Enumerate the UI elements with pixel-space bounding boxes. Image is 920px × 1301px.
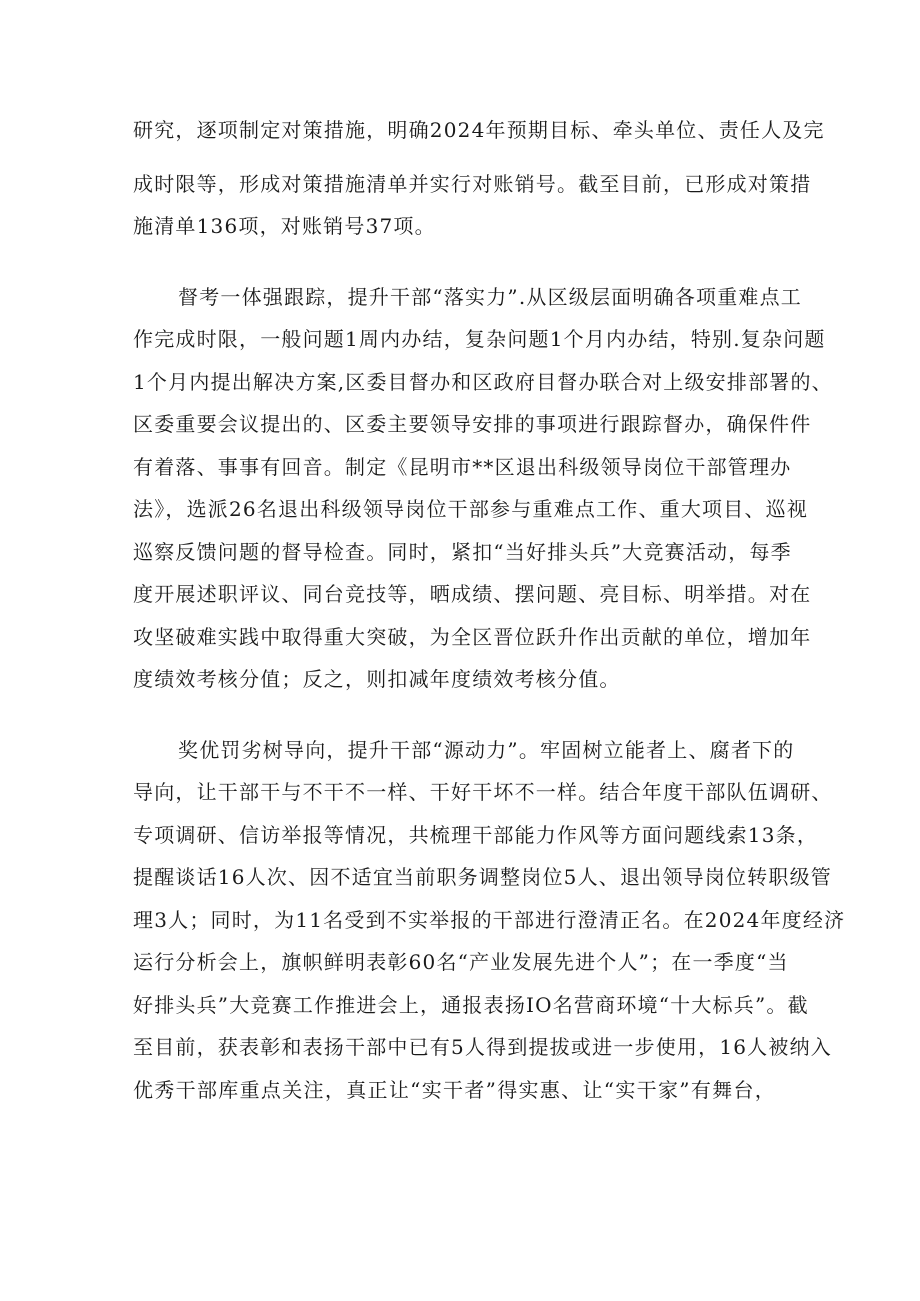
paragraph-2-line-8: 度开展述职评议、同台竞技等，晒成绩、摆问题、亮目标、明举措。对在 <box>133 582 812 606</box>
paragraph-3-line-1: 奖优罚劣树导向，提升干部“源动力”。牢固树立能者上、腐者下的 <box>178 738 795 762</box>
paragraph-3-line-7: 好排头兵”大竞赛工作推进会上，通报表扬IO名营商环境“十大标兵”。截 <box>133 993 809 1017</box>
paragraph-2-line-7: 巡察反馈问题的督导检查。同时，紧扣“当好排头兵”大竞赛活动，每季 <box>133 540 792 564</box>
paragraph-3-line-6: 运行分析会上，旗帜鲜明表彰60名“产业发展先进个人”；在一季度“当 <box>133 950 789 974</box>
paragraph-1-line-2: 成时限等，形成对策措施清单并实行对账销号。截至目前，已形成对策措 <box>133 172 812 196</box>
paragraph-3-line-9: 优秀干部库重点关注，真正让“实干者”得实惠、让“实干家”有舞台， <box>133 1078 776 1102</box>
paragraph-2-line-6: 法》，选派26名退出科级领导岗位干部参与重难点工作、重大项目、巡视 <box>133 497 809 521</box>
paragraph-3-line-8: 至目前，获表彰和表扬干部中已有5人得到提拔或进一步使用，16人被纳入 <box>133 1035 832 1059</box>
paragraph-3-line-4: 提醒谈话16人次、因不适宜当前职务调整岗位5人、退出领导岗位转职级管 <box>133 865 832 889</box>
paragraph-2-line-2: 作完成时限，一般问题1周内办结，复杂问题1个月内办结，特别.复杂问题 <box>133 327 826 351</box>
paragraph-2-line-9: 攻坚破难实践中取得重大突破，为全区晋位跃升作出贡献的单位，增加年 <box>133 625 812 649</box>
paragraph-2-line-3: 1个月内提出解决方案,区委目督办和区政府目督办联合对上级安排部署的、 <box>133 370 833 394</box>
paragraph-2-line-10: 度绩效考核分值；反之，则扣减年度绩效考核分值。 <box>133 667 621 691</box>
paragraph-2-line-4: 区委重要会议提出的、区委主要领导安排的事项进行跟踪督办，确保件件 <box>133 412 812 436</box>
paragraph-3-line-3: 专项调研、信访举报等情况，共梳理干部能力作风等方面问题线索13条， <box>133 823 819 847</box>
paragraph-1-line-3: 施清单136项，对账销号37项。 <box>133 214 436 238</box>
paragraph-2-line-1: 督考一体强跟踪，提升干部“落实力”.从区级层面明确各项重难点工 <box>178 285 803 309</box>
paragraph-3-line-5: 理3人；同时，为11名受到不实举报的干部进行澄清正名。在2024年度经济 <box>133 908 846 932</box>
paragraph-2-line-5: 有着落、事事有回音。制定《昆明市**区退出科级领导岗位干部管理办 <box>133 455 792 479</box>
paragraph-3-line-2: 导向，让干部干与不干不一样、干好干坏不一样。结合年度干部队伍调研、 <box>133 780 833 804</box>
paragraph-1-line-1: 研究，逐项制定对策措施，明确2024年预期目标、牵头单位、责任人及完 <box>133 118 825 142</box>
